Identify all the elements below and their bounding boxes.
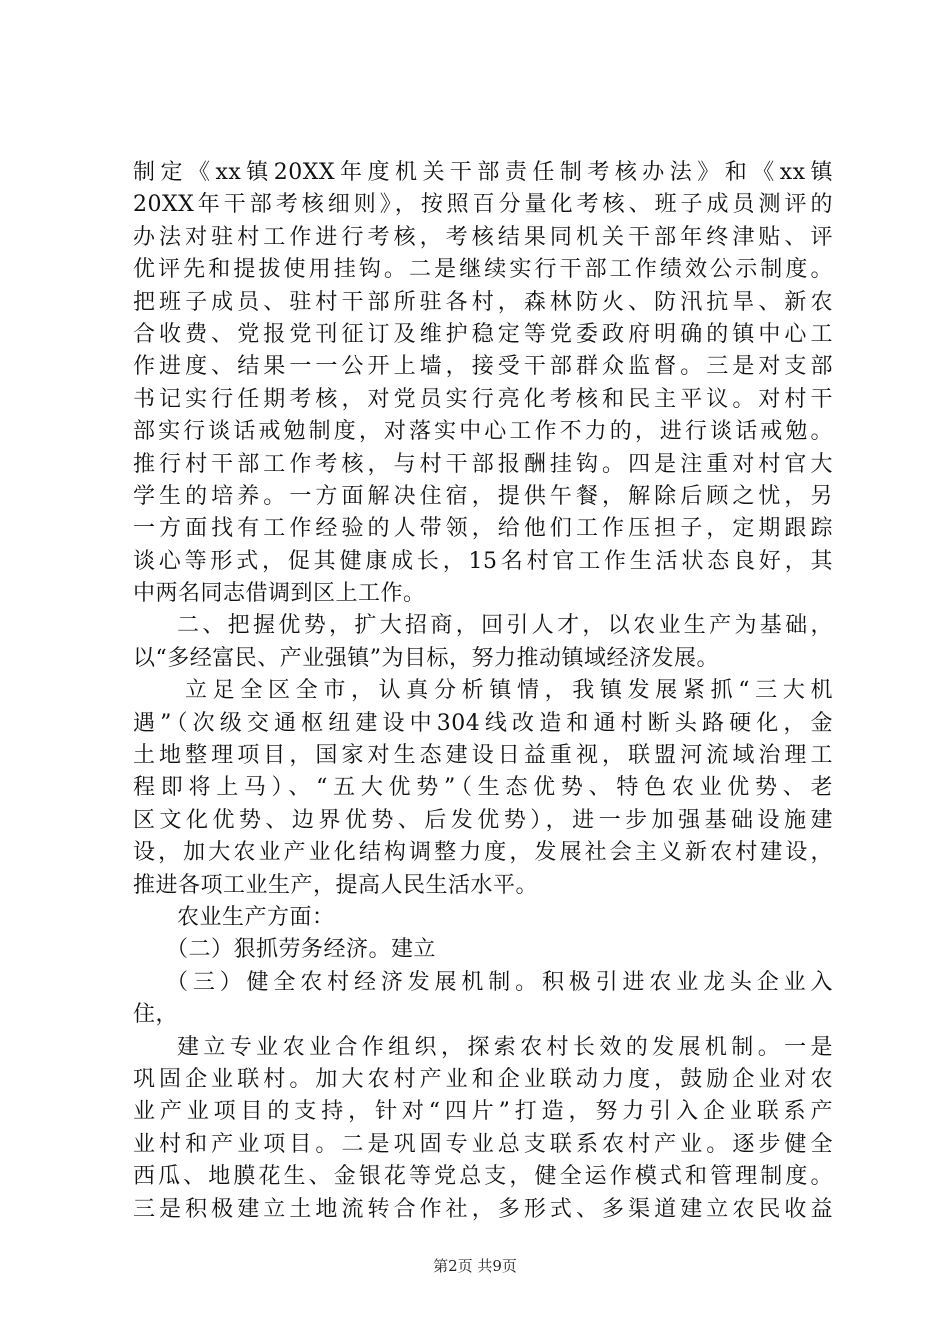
text-line: （三）健全农村经济发展机制。积极引进农业龙头企业入 [166,969,833,995]
text-line: 二、把握优势，扩大招商，回引人才，以农业生产为基础， [177,613,833,639]
text-line: 合收费、党报党刊征订及维护稳定等党委政府明确的镇中心工 [133,321,833,347]
text-line: 学生的培养。一方面解决住宿，提供午餐，解除后顾之忧，另 [133,483,833,509]
text-line: 业产业项目的支持，针对“四片”打造，努力引入企业联系产 [133,1099,833,1125]
page-number-label: 第2页 共9页 [433,1257,517,1275]
text-line: 设，加大农业产业化结构调整力度，发展社会主义新农村建设， [133,840,833,866]
text-line: 住， [133,1002,179,1028]
text-line: 谈心等形式，促其健康成长，15名村官工作生活状态良好，其 [133,548,833,574]
text-line: （二）狠抓劳务经济。建立 [166,937,437,963]
page-footer [0,1255,950,1276]
text-line: 制定《xx镇20XX年度机关干部责任制考核办法》和《xx镇 [133,160,833,185]
text-line: 中两名同志借调到区上工作。 [133,581,426,607]
text-line: 20XX年干部考核细则》，按照百分量化考核、班子成员测评的 [133,192,833,218]
text-line: 西瓜、地膜花生、金银花等党总支，健全运作模式和管理制度。 [133,1164,833,1190]
text-line: 部实行谈话戒勉制度，对落实中心工作不力的，进行谈话戒勉。 [133,419,833,445]
text-line: 作进度、结果一一公开上墙，接受干部群众监督。三是对支部 [133,354,833,380]
text-line: 巩固企业联村。加大农村产业和企业联动力度，鼓励企业对农 [133,1066,833,1092]
text-line: 把班子成员、驻村干部所驻各村，森林防火、防汛抗旱、新农 [133,289,833,315]
text-line: 建立专业农业合作组织，探索农村长效的发展机制。一是 [177,1034,833,1060]
text-line: 程即将上马）、“五大优势”（生态优势、特色农业优势、老 [133,775,833,801]
document-body [133,157,833,1226]
text-line: 推行村干部工作考核，与村干部报酬挂钩。四是注重对村官大 [133,451,833,477]
text-line: 以“多经富民、产业强镇”为目标，努力推动镇域经济发展。 [133,645,719,671]
text-line: 优评先和提拔使用挂钩。二是继续实行干部工作绩效公示制度。 [133,257,833,283]
text-line: 立足全区全市，认真分析镇情，我镇发展紧抓“三大机 [185,678,833,704]
text-line: 区文化优势、边界优势、后发优势），进一步加强基础设施建 [133,807,833,833]
text-line: 一方面找有工作经验的人带领，给他们工作压担子，定期跟踪 [133,516,833,542]
text-line: 农业生产方面： [177,904,335,930]
text-line: 土地整理项目，国家对生态建设日益重视，联盟河流域治理工 [133,743,833,769]
text-line: 推进各项工业生产，提高人民生活水平。 [133,872,539,898]
text-line: 书记实行任期考核，对党员实行亮化考核和民主平议。对村干 [133,386,833,412]
text-line: 三是积极建立土地流转合作社，多形式、多渠道建立农民收益 [133,1196,833,1222]
text-line: 遇”（次级交通枢纽建设中304线改造和通村断头路硬化，金 [133,710,833,736]
text-line: 办法对驻村工作进行考核，考核结果同机关干部年终津贴、评 [133,224,833,250]
text-line: 业村和产业项目。二是巩固专业总支联系农村产业。逐步健全 [133,1131,833,1157]
